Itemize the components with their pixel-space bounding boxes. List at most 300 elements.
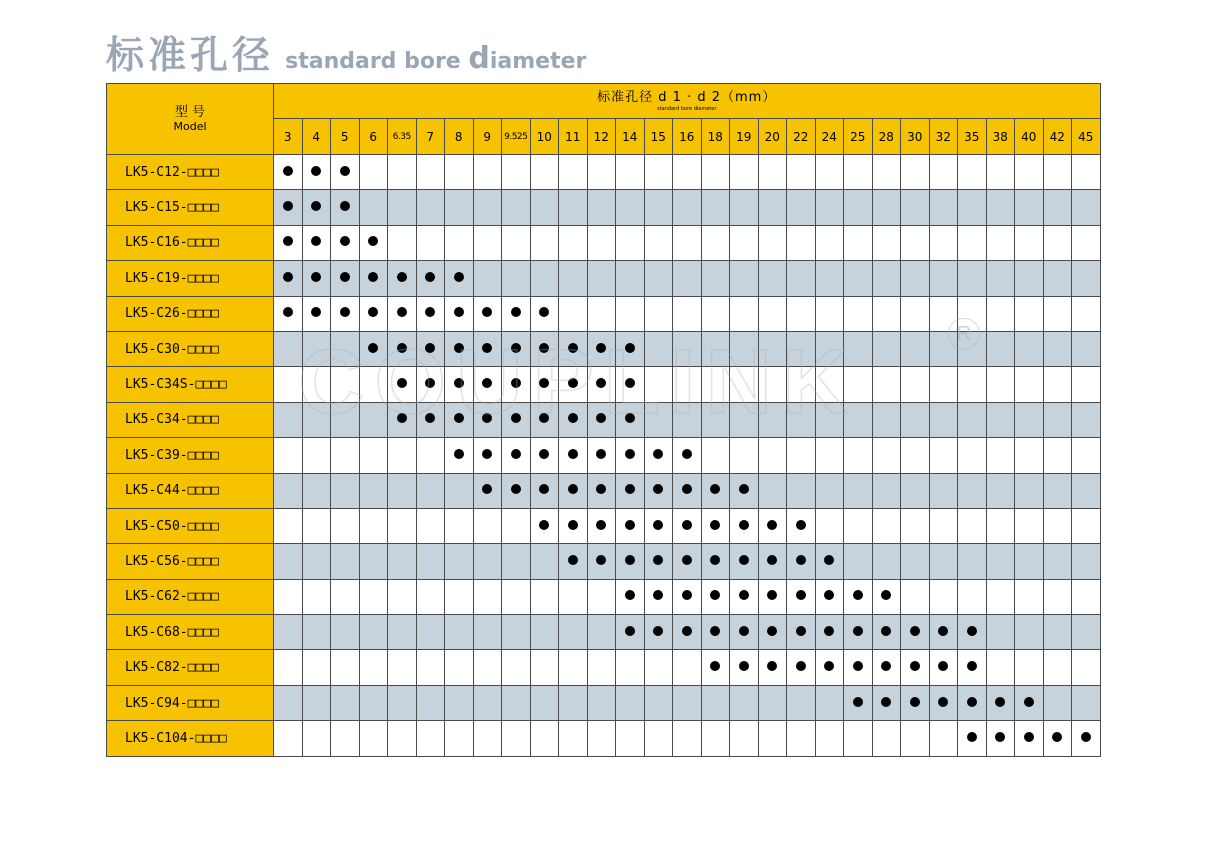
- bore-cell: [331, 544, 360, 579]
- bore-cell: [901, 650, 930, 685]
- model-cell: LK5-C104-□□□□: [107, 721, 274, 756]
- bore-cell: [616, 438, 645, 473]
- available-dot-icon: [596, 520, 606, 530]
- bore-cell: [473, 261, 502, 296]
- available-dot-icon: [625, 413, 635, 423]
- available-dot-icon: [596, 413, 606, 423]
- bore-cell: [359, 331, 388, 366]
- bore-cell: [644, 261, 673, 296]
- bore-cell: [530, 615, 559, 650]
- bore-cell: [787, 579, 816, 614]
- bore-cell: [616, 685, 645, 720]
- bore-cell: [559, 438, 588, 473]
- bore-cell: [331, 579, 360, 614]
- bore-cell: [530, 367, 559, 402]
- available-dot-icon: [568, 413, 578, 423]
- bore-cell: [901, 544, 930, 579]
- bore-cell: [359, 721, 388, 756]
- available-dot-icon: [653, 555, 663, 565]
- bore-cell: [388, 331, 417, 366]
- bore-cell: [1015, 685, 1044, 720]
- table-row: [107, 331, 1101, 366]
- bore-cell: [445, 296, 474, 331]
- bore-cell: [730, 155, 759, 190]
- bore-cell: [388, 438, 417, 473]
- bore-cell: [1043, 438, 1072, 473]
- size-header-cell: 16: [673, 119, 702, 155]
- bore-cell: [958, 155, 987, 190]
- bore-cell: [616, 650, 645, 685]
- size-header-cell: 45: [1072, 119, 1101, 155]
- bore-cell: [445, 402, 474, 437]
- bore-cell: [1072, 721, 1101, 756]
- bore-cell: [302, 155, 331, 190]
- bore-cell: [1043, 473, 1072, 508]
- bore-cell: [758, 615, 787, 650]
- bore-cell: [787, 544, 816, 579]
- bore-cell: [274, 402, 303, 437]
- size-header-cell: 28: [872, 119, 901, 155]
- bore-cell: [815, 296, 844, 331]
- bore-cell: [929, 225, 958, 260]
- available-dot-icon: [739, 484, 749, 494]
- available-dot-icon: [967, 661, 977, 671]
- bore-cell: [359, 402, 388, 437]
- available-dot-icon: [967, 697, 977, 707]
- bore-cell: [815, 190, 844, 225]
- bore-cell: [815, 438, 844, 473]
- available-dot-icon: [710, 626, 720, 636]
- available-dot-icon: [368, 236, 378, 246]
- bore-cell: [559, 367, 588, 402]
- available-dot-icon: [767, 590, 777, 600]
- bore-cell: [644, 685, 673, 720]
- bore-cell: [872, 685, 901, 720]
- bore-cell: [445, 331, 474, 366]
- bore-cell: [388, 721, 417, 756]
- bore-cell: [1072, 155, 1101, 190]
- bore-cell: [416, 155, 445, 190]
- available-dot-icon: [1052, 732, 1062, 742]
- bore-cell: [929, 508, 958, 543]
- bore-cell: [644, 331, 673, 366]
- bore-cell: [901, 579, 930, 614]
- bore-cell: [787, 331, 816, 366]
- bore-cell: [274, 650, 303, 685]
- table-row: [107, 225, 1101, 260]
- bore-cell: [359, 296, 388, 331]
- bore-cell: [331, 615, 360, 650]
- bore-cell: [1043, 402, 1072, 437]
- bore-cell: [815, 579, 844, 614]
- bore-cell: [673, 367, 702, 402]
- bore-cell: [929, 721, 958, 756]
- bore-cell: [787, 190, 816, 225]
- bore-cell: [1043, 367, 1072, 402]
- available-dot-icon: [796, 520, 806, 530]
- table-row: [107, 473, 1101, 508]
- bore-cell: [359, 261, 388, 296]
- bore-cell: [901, 508, 930, 543]
- bore-cell: [331, 261, 360, 296]
- bore-cell: [388, 650, 417, 685]
- model-cell: LK5-C62-□□□□: [107, 579, 274, 614]
- bore-cell: [587, 261, 616, 296]
- bore-cell: [1043, 155, 1072, 190]
- bore-cell: [986, 225, 1015, 260]
- bore-cell: [616, 367, 645, 402]
- bore-cell: [701, 225, 730, 260]
- bore-cell: [701, 579, 730, 614]
- available-dot-icon: [511, 484, 521, 494]
- available-dot-icon: [340, 236, 350, 246]
- available-dot-icon: [824, 555, 834, 565]
- available-dot-icon: [682, 555, 692, 565]
- bore-cell: [844, 402, 873, 437]
- available-dot-icon: [283, 166, 293, 176]
- available-dot-icon: [653, 590, 663, 600]
- available-dot-icon: [967, 732, 977, 742]
- bore-cell: [1015, 650, 1044, 685]
- bore-cell: [673, 721, 702, 756]
- bore-cell: [872, 544, 901, 579]
- bore-cell: [616, 155, 645, 190]
- bore-cell: [701, 367, 730, 402]
- bore-cell: [901, 721, 930, 756]
- size-header-cell: 32: [929, 119, 958, 155]
- bore-cell: [616, 473, 645, 508]
- bore-cell: [587, 650, 616, 685]
- bore-cell: [559, 261, 588, 296]
- available-dot-icon: [511, 343, 521, 353]
- bore-cell: [388, 402, 417, 437]
- bore-cell: [359, 473, 388, 508]
- bore-cell: [359, 579, 388, 614]
- bore-cell: [331, 650, 360, 685]
- bore-cell: [388, 544, 417, 579]
- bore-cell: [958, 261, 987, 296]
- bore-cell: [502, 650, 531, 685]
- available-dot-icon: [653, 520, 663, 530]
- bore-cell: [901, 261, 930, 296]
- bore-cell: [901, 438, 930, 473]
- available-dot-icon: [568, 520, 578, 530]
- bore-cell: [844, 615, 873, 650]
- bore-cell: [502, 473, 531, 508]
- bore-cell: [1043, 685, 1072, 720]
- bore-cell: [730, 685, 759, 720]
- bore-cell: [331, 402, 360, 437]
- available-dot-icon: [881, 661, 891, 671]
- available-dot-icon: [767, 520, 777, 530]
- bore-cell: [587, 615, 616, 650]
- bore-cell: [274, 579, 303, 614]
- size-header-cell: 19: [730, 119, 759, 155]
- bore-cell: [1015, 331, 1044, 366]
- bore-cell: [929, 544, 958, 579]
- bore-cell: [302, 261, 331, 296]
- size-header-cell: 6: [359, 119, 388, 155]
- bore-cell: [473, 544, 502, 579]
- bore-cell: [758, 685, 787, 720]
- bore-cell: [644, 296, 673, 331]
- bore-cell: [730, 721, 759, 756]
- available-dot-icon: [881, 590, 891, 600]
- bore-cell: [616, 721, 645, 756]
- bore-cell: [1015, 615, 1044, 650]
- bore-cell: [1015, 402, 1044, 437]
- bore-cell: [758, 650, 787, 685]
- available-dot-icon: [568, 449, 578, 459]
- bore-cell: [929, 296, 958, 331]
- bore-cell: [445, 579, 474, 614]
- bore-cell: [644, 615, 673, 650]
- bore-cell: [587, 685, 616, 720]
- bore-cell: [587, 190, 616, 225]
- bore-cell: [758, 261, 787, 296]
- bore-cell: [1072, 685, 1101, 720]
- bore-cell: [673, 190, 702, 225]
- size-header-cell: 40: [1015, 119, 1044, 155]
- bore-cell: [787, 438, 816, 473]
- bore-cell: [1043, 650, 1072, 685]
- available-dot-icon: [425, 413, 435, 423]
- size-header-cell: 10: [530, 119, 559, 155]
- bore-cell: [730, 473, 759, 508]
- bore-cell: [1015, 579, 1044, 614]
- available-dot-icon: [995, 732, 1005, 742]
- bore-cell: [644, 579, 673, 614]
- bore-cell: [1043, 615, 1072, 650]
- available-dot-icon: [596, 343, 606, 353]
- bore-cell: [416, 190, 445, 225]
- bore-cell: [787, 615, 816, 650]
- bore-cell: [388, 579, 417, 614]
- available-dot-icon: [511, 449, 521, 459]
- bore-cell: [701, 508, 730, 543]
- size-header-cell: 35: [958, 119, 987, 155]
- available-dot-icon: [511, 413, 521, 423]
- bore-cell: [986, 402, 1015, 437]
- bore-cell: [473, 225, 502, 260]
- bore-cell: [445, 721, 474, 756]
- bore-cell: [473, 650, 502, 685]
- available-dot-icon: [539, 378, 549, 388]
- size-header-cell: 5: [331, 119, 360, 155]
- bore-cell: [530, 508, 559, 543]
- bore-cell: [815, 473, 844, 508]
- bore-cell: [701, 190, 730, 225]
- available-dot-icon: [710, 661, 720, 671]
- bore-cell: [901, 155, 930, 190]
- bore-cell: [1072, 579, 1101, 614]
- model-cell: LK5-C16-□□□□: [107, 225, 274, 260]
- bore-cell: [388, 508, 417, 543]
- available-dot-icon: [482, 343, 492, 353]
- available-dot-icon: [824, 590, 834, 600]
- bore-cell: [929, 685, 958, 720]
- bore-cell: [445, 225, 474, 260]
- bore-cell: [473, 438, 502, 473]
- bore-cell: [616, 331, 645, 366]
- bore-cell: [388, 615, 417, 650]
- available-dot-icon: [995, 697, 1005, 707]
- bore-cell: [673, 473, 702, 508]
- model-cell: LK5-C82-□□□□: [107, 650, 274, 685]
- bore-cell: [331, 473, 360, 508]
- model-cell: LK5-C68-□□□□: [107, 615, 274, 650]
- bore-cell: [274, 190, 303, 225]
- bore-cell: [673, 544, 702, 579]
- bore-cell: [815, 615, 844, 650]
- bore-cell: [359, 615, 388, 650]
- bore-cell: [986, 296, 1015, 331]
- bore-cell: [445, 508, 474, 543]
- bore-cell: [644, 155, 673, 190]
- size-header-cell: 38: [986, 119, 1015, 155]
- available-dot-icon: [454, 272, 464, 282]
- available-dot-icon: [454, 307, 464, 317]
- bore-cell: [758, 331, 787, 366]
- bore-cell: [616, 544, 645, 579]
- bore-cell: [302, 331, 331, 366]
- bore-cell: [673, 579, 702, 614]
- available-dot-icon: [796, 590, 806, 600]
- bore-cell: [559, 650, 588, 685]
- bore-cell: [901, 225, 930, 260]
- bore-cell: [844, 296, 873, 331]
- bore-cell: [958, 402, 987, 437]
- bore-cell: [587, 155, 616, 190]
- available-dot-icon: [482, 484, 492, 494]
- bore-cell: [587, 225, 616, 260]
- available-dot-icon: [368, 272, 378, 282]
- bore-cell: [901, 296, 930, 331]
- bore-cell: [758, 225, 787, 260]
- bore-cell: [1072, 402, 1101, 437]
- bore-cell: [787, 402, 816, 437]
- bore-cell: [673, 615, 702, 650]
- bore-cell: [901, 331, 930, 366]
- title-chinese: 标准孔径: [106, 33, 275, 77]
- bore-cell: [958, 579, 987, 614]
- available-dot-icon: [340, 307, 350, 317]
- bore-cell: [331, 367, 360, 402]
- bore-cell: [359, 225, 388, 260]
- bore-cell: [302, 367, 331, 402]
- bore-cell: [815, 261, 844, 296]
- model-cell: LK5-C26-□□□□: [107, 296, 274, 331]
- bore-cell: [958, 650, 987, 685]
- bore-cell: [274, 685, 303, 720]
- bore-cell: [1072, 544, 1101, 579]
- bore-cell: [331, 331, 360, 366]
- bore-cell: [730, 438, 759, 473]
- bore-cell: [986, 438, 1015, 473]
- available-dot-icon: [767, 626, 777, 636]
- bore-cell: [929, 155, 958, 190]
- available-dot-icon: [710, 484, 720, 494]
- bore-cell: [302, 508, 331, 543]
- bore-cell: [787, 650, 816, 685]
- available-dot-icon: [625, 626, 635, 636]
- available-dot-icon: [625, 555, 635, 565]
- bore-cell: [844, 473, 873, 508]
- bore-cell: [758, 155, 787, 190]
- table-row: [107, 296, 1101, 331]
- size-header-cell: 9: [473, 119, 502, 155]
- available-dot-icon: [625, 590, 635, 600]
- bore-cell: [758, 544, 787, 579]
- bore-cell: [359, 438, 388, 473]
- bore-cell: [872, 473, 901, 508]
- bore-cell: [730, 579, 759, 614]
- bore-cell: [1072, 190, 1101, 225]
- bore-cell: [502, 685, 531, 720]
- bore-cell: [1015, 438, 1044, 473]
- bore-cell: [701, 473, 730, 508]
- size-header-cell: 6.35: [388, 119, 417, 155]
- available-dot-icon: [739, 520, 749, 530]
- bore-cell: [359, 685, 388, 720]
- bore-cell: [958, 508, 987, 543]
- bore-cell: [787, 508, 816, 543]
- available-dot-icon: [539, 307, 549, 317]
- bore-cell: [986, 685, 1015, 720]
- bore-cell: [929, 650, 958, 685]
- bore-cell: [1072, 615, 1101, 650]
- size-header-cell: 30: [901, 119, 930, 155]
- available-dot-icon: [710, 520, 720, 530]
- size-header-cell: 25: [844, 119, 873, 155]
- title-english: standard bore diameter: [285, 41, 587, 76]
- available-dot-icon: [625, 520, 635, 530]
- bore-cell: [644, 544, 673, 579]
- bore-cell: [274, 721, 303, 756]
- bore-cell: [616, 402, 645, 437]
- bore-cell: [872, 331, 901, 366]
- bore-cell: [274, 508, 303, 543]
- bore-cell: [502, 721, 531, 756]
- bore-cell: [302, 190, 331, 225]
- bore-cell: [616, 579, 645, 614]
- bore-cell: [958, 615, 987, 650]
- available-dot-icon: [653, 626, 663, 636]
- available-dot-icon: [568, 378, 578, 388]
- model-cell: LK5-C39-□□□□: [107, 438, 274, 473]
- bore-cell: [1072, 650, 1101, 685]
- bore-cell: [302, 473, 331, 508]
- available-dot-icon: [938, 626, 948, 636]
- bore-cell: [473, 615, 502, 650]
- bore-cell: [274, 438, 303, 473]
- bore-cell: [673, 296, 702, 331]
- table-row: [107, 190, 1101, 225]
- available-dot-icon: [311, 307, 321, 317]
- bore-cell: [445, 155, 474, 190]
- bore-cell: [673, 155, 702, 190]
- bore-cell: [872, 190, 901, 225]
- available-dot-icon: [910, 697, 920, 707]
- available-dot-icon: [796, 661, 806, 671]
- bore-cell: [359, 155, 388, 190]
- bore-cell: [815, 721, 844, 756]
- bore-cell: [331, 685, 360, 720]
- bore-cell: [1043, 508, 1072, 543]
- available-dot-icon: [397, 307, 407, 317]
- bore-cell: [473, 685, 502, 720]
- available-dot-icon: [283, 307, 293, 317]
